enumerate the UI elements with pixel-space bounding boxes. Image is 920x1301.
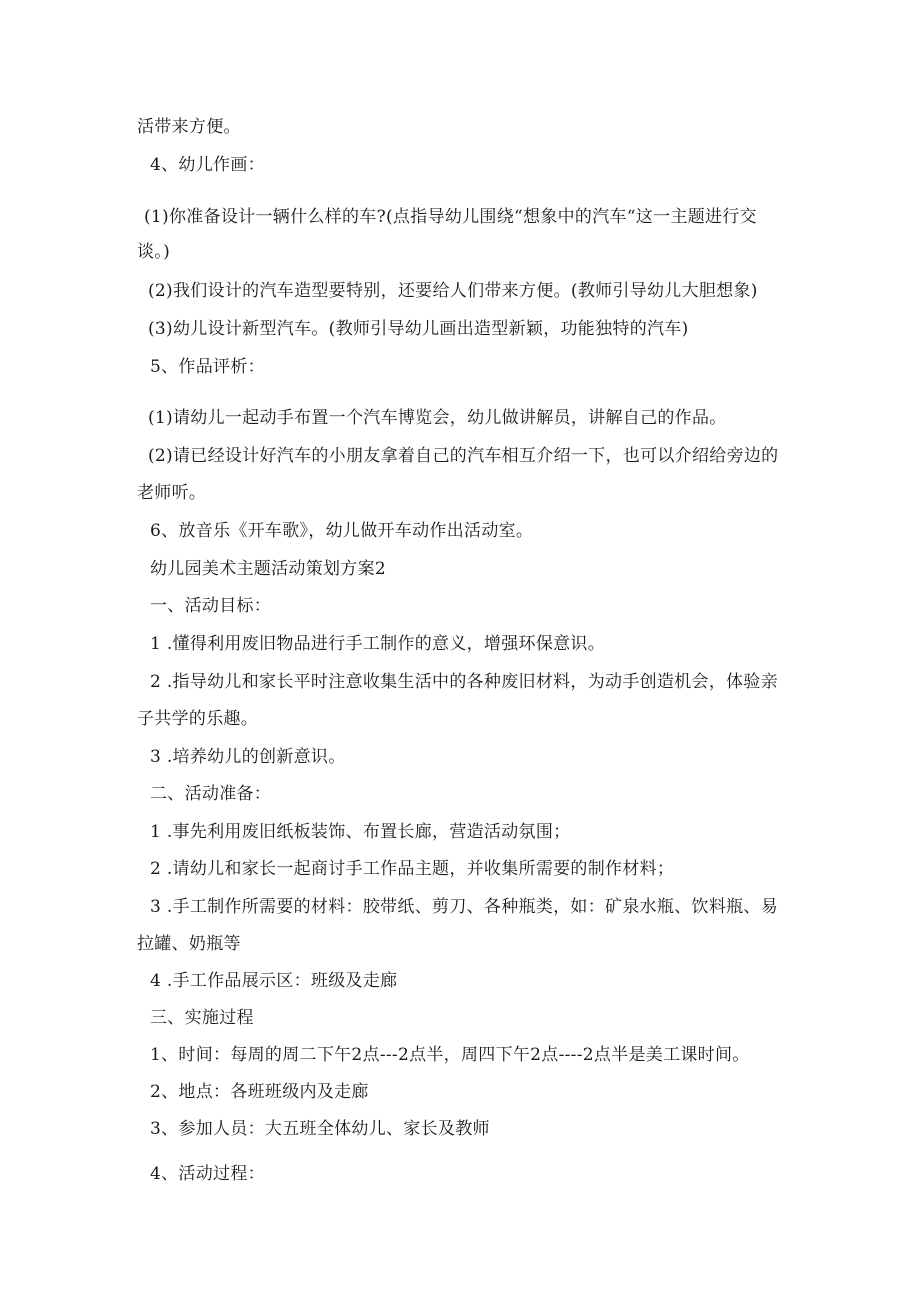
list-item: 3 .培养幼儿的创新意识。 (150, 747, 346, 767)
text-line: 5、作品评析： (150, 357, 265, 377)
list-item: 3 .手工制作所需要的材料：胶带纸、剪刀、各种瓶类，如：矿泉水瓶、饮料瓶、易 (150, 897, 779, 917)
text-line: (3)幼儿设计新型汽车。(教师引导幼儿画出造型新颖，功能独特的汽车) (148, 319, 689, 339)
text-line: (2)请已经设计好汽车的小朋友拿着自己的汽车相互介绍一下，也可以介绍给旁边的 (148, 446, 779, 466)
text-line: (1)请幼儿一起动手布置一个汽车博览会，幼儿做讲解员，讲解自己的作品。 (148, 408, 727, 428)
list-item: 2 .请幼儿和家长一起商讨手工作品主题，并收集所需要的制作材料； (150, 859, 675, 879)
list-item: 1 .懂得利用废旧物品进行手工制作的意义，增强环保意识。 (150, 634, 606, 654)
text-line: (2)我们设计的汽车造型要特别，还要给人们带来方便。(教师引导幼儿大胆想象) (148, 281, 758, 301)
text-line: 谈。) (137, 242, 171, 262)
list-item: 4 .手工作品展示区：班级及走廊 (150, 971, 398, 991)
list-item: 4、活动过程： (150, 1164, 265, 1184)
section-heading: 二、活动准备： (150, 784, 272, 804)
list-item: 1、时间：每周的周二下午2点---2点半，周四下午2点----2点半是美工课时间。 (150, 1045, 750, 1065)
list-item: 2、地点：各班班级内及走廊 (150, 1082, 369, 1102)
text-line: (1)你准备设计一辆什么样的车?(点指导幼儿围绕“想象中的汽车“这一主题进行交 (144, 207, 757, 227)
text-line: 6、放音乐《开车歌》，幼儿做开车动作出活动室。 (150, 521, 534, 541)
text-line: 4、幼儿作画： (150, 155, 265, 175)
list-item-continuation: 拉罐、奶瓶等 (137, 934, 241, 954)
list-item-continuation: 子共学的乐趣。 (137, 709, 259, 729)
text-line: 活带来方便。 (137, 117, 241, 137)
section-heading: 三、实施过程 (150, 1008, 254, 1028)
section-heading: 一、活动目标： (150, 596, 272, 616)
section-title: 幼儿园美术主题活动策划方案2 (150, 559, 387, 579)
list-item: 3、参加人员：大五班全体幼儿、家长及教师 (150, 1119, 490, 1139)
list-item: 1 .事先利用废旧纸板装饰、布置长廊，营造活动氛围； (150, 822, 571, 842)
list-item: 2 .指导幼儿和家长平时注意收集生活中的各种废旧材料，为动手创造机会，体验亲 (150, 672, 779, 692)
text-line: 老师听。 (137, 483, 207, 503)
